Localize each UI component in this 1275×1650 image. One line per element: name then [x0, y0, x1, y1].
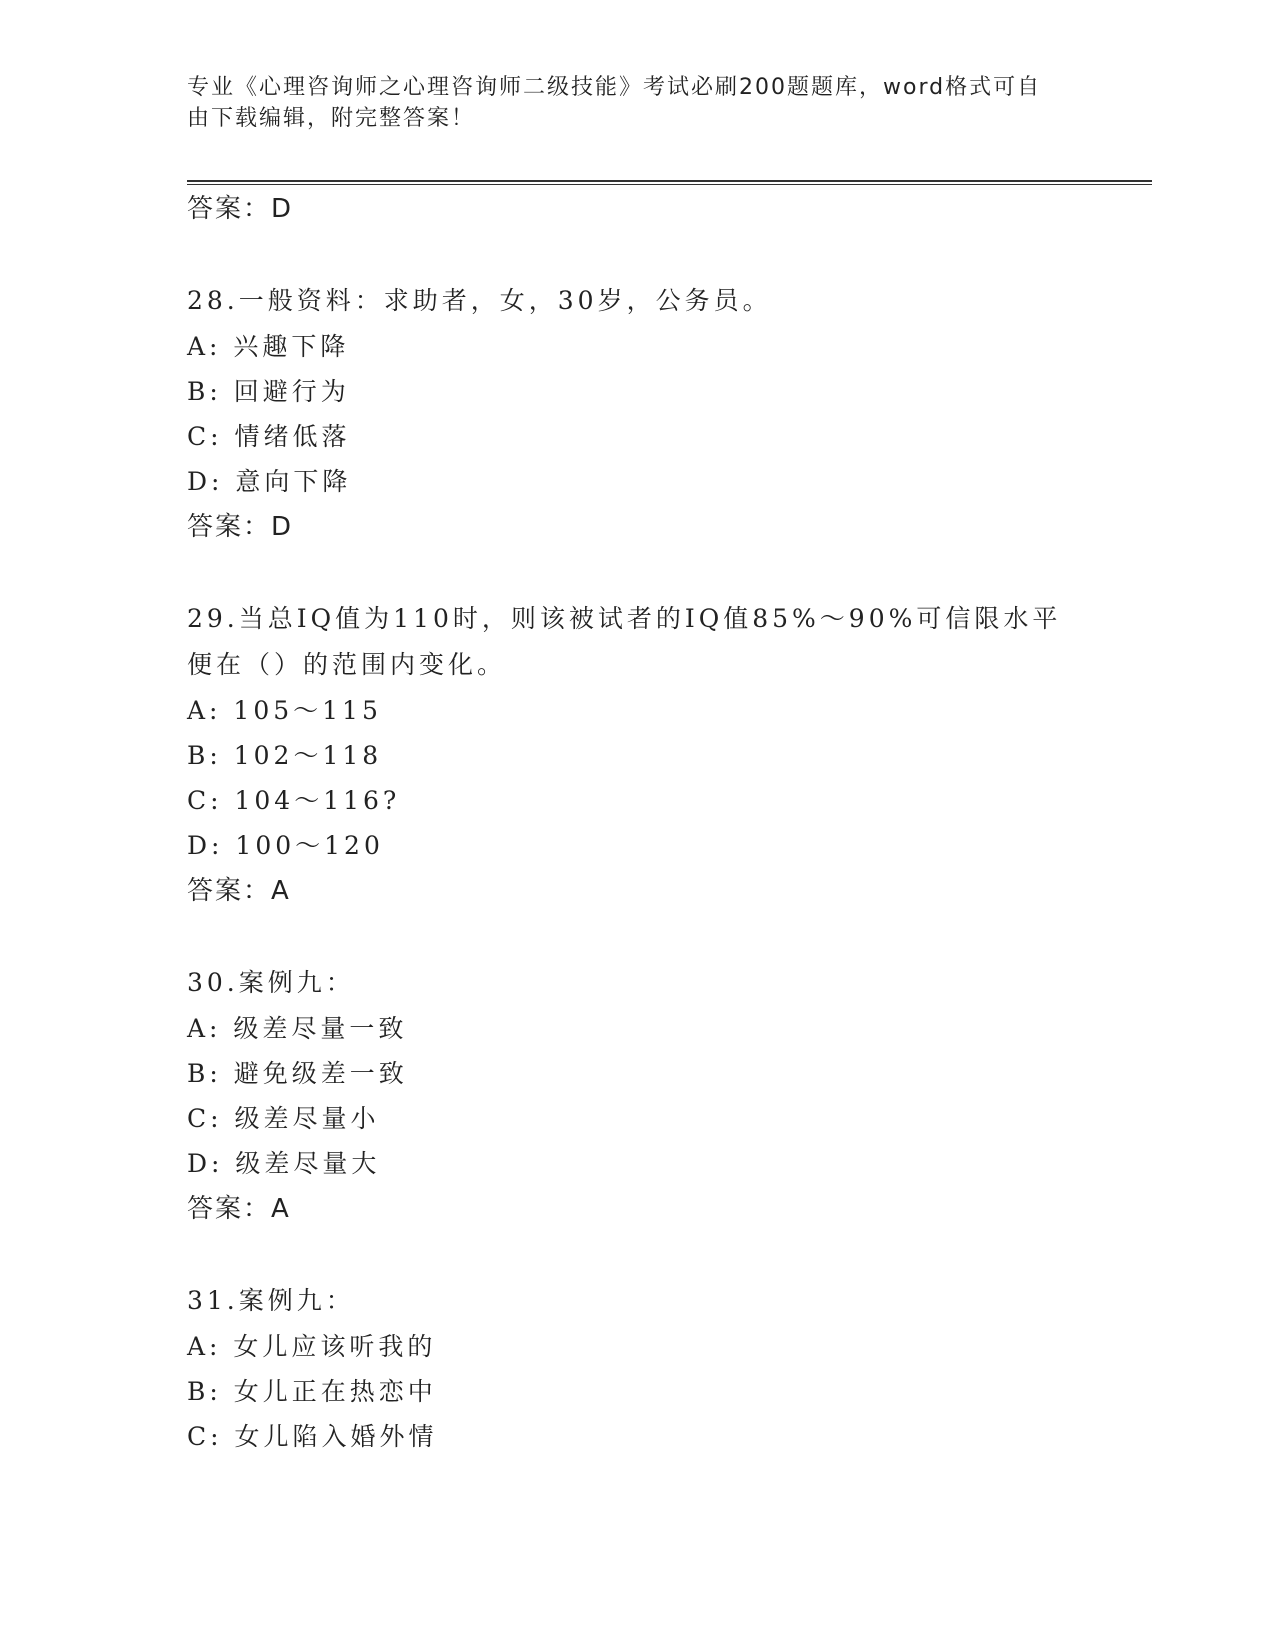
- question-stem: 30.案例九：: [187, 968, 355, 997]
- option-d: D: 意向下降: [187, 467, 352, 496]
- page-header: [187, 72, 1067, 134]
- question-30: [187, 960, 1087, 1232]
- option-b: B: 102～118: [187, 741, 383, 770]
- question-28: [187, 278, 1087, 550]
- answer-line: 答案：A: [187, 876, 291, 906]
- option-c: C: 级差尽量小: [187, 1104, 380, 1133]
- answer-line: 答案：D: [187, 194, 294, 224]
- option-a: A: 级差尽量一致: [187, 1014, 408, 1043]
- header-rule-thick: [187, 180, 1152, 182]
- option-b: B: 避免级差一致: [187, 1059, 408, 1088]
- option-d: D: 100～120: [187, 831, 384, 860]
- question-list: [187, 186, 1087, 1459]
- question-31: [187, 1278, 1087, 1459]
- question-stem: 31.案例九：: [187, 1286, 355, 1315]
- option-b: B: 女儿正在热恋中: [187, 1377, 437, 1406]
- answer-line: 答案：A: [187, 1194, 291, 1224]
- option-c: C: 104～116?: [187, 786, 401, 815]
- option-a: A: 女儿应该听我的: [187, 1332, 437, 1361]
- question-stem: 28.一般资料：求助者，女，30岁，公务员。: [187, 286, 772, 315]
- header-line-1: 专业《心理咨询师之心理咨询师二级技能》考试必刷200题题库，word格式可自: [187, 75, 1042, 100]
- question-29: [187, 596, 1087, 914]
- option-a: A: 兴趣下降: [187, 332, 350, 361]
- question-stem: 29.当总IQ值为110时，则该被试者的IQ值85%～90%可信限水平便在（）的范围内变化。: [187, 604, 1062, 679]
- option-c: C: 情绪低落: [187, 422, 351, 451]
- option-b: B: 回避行为: [187, 377, 350, 406]
- answer-line: 答案：D: [187, 512, 294, 542]
- option-d: D: 级差尽量大: [187, 1149, 381, 1178]
- header-rule-thin: [187, 184, 1152, 185]
- option-c: C: 女儿陷入婚外情: [187, 1422, 438, 1451]
- header-line-2: 由下载编辑，附完整答案！: [187, 106, 476, 131]
- option-a: A: 105～115: [187, 696, 382, 725]
